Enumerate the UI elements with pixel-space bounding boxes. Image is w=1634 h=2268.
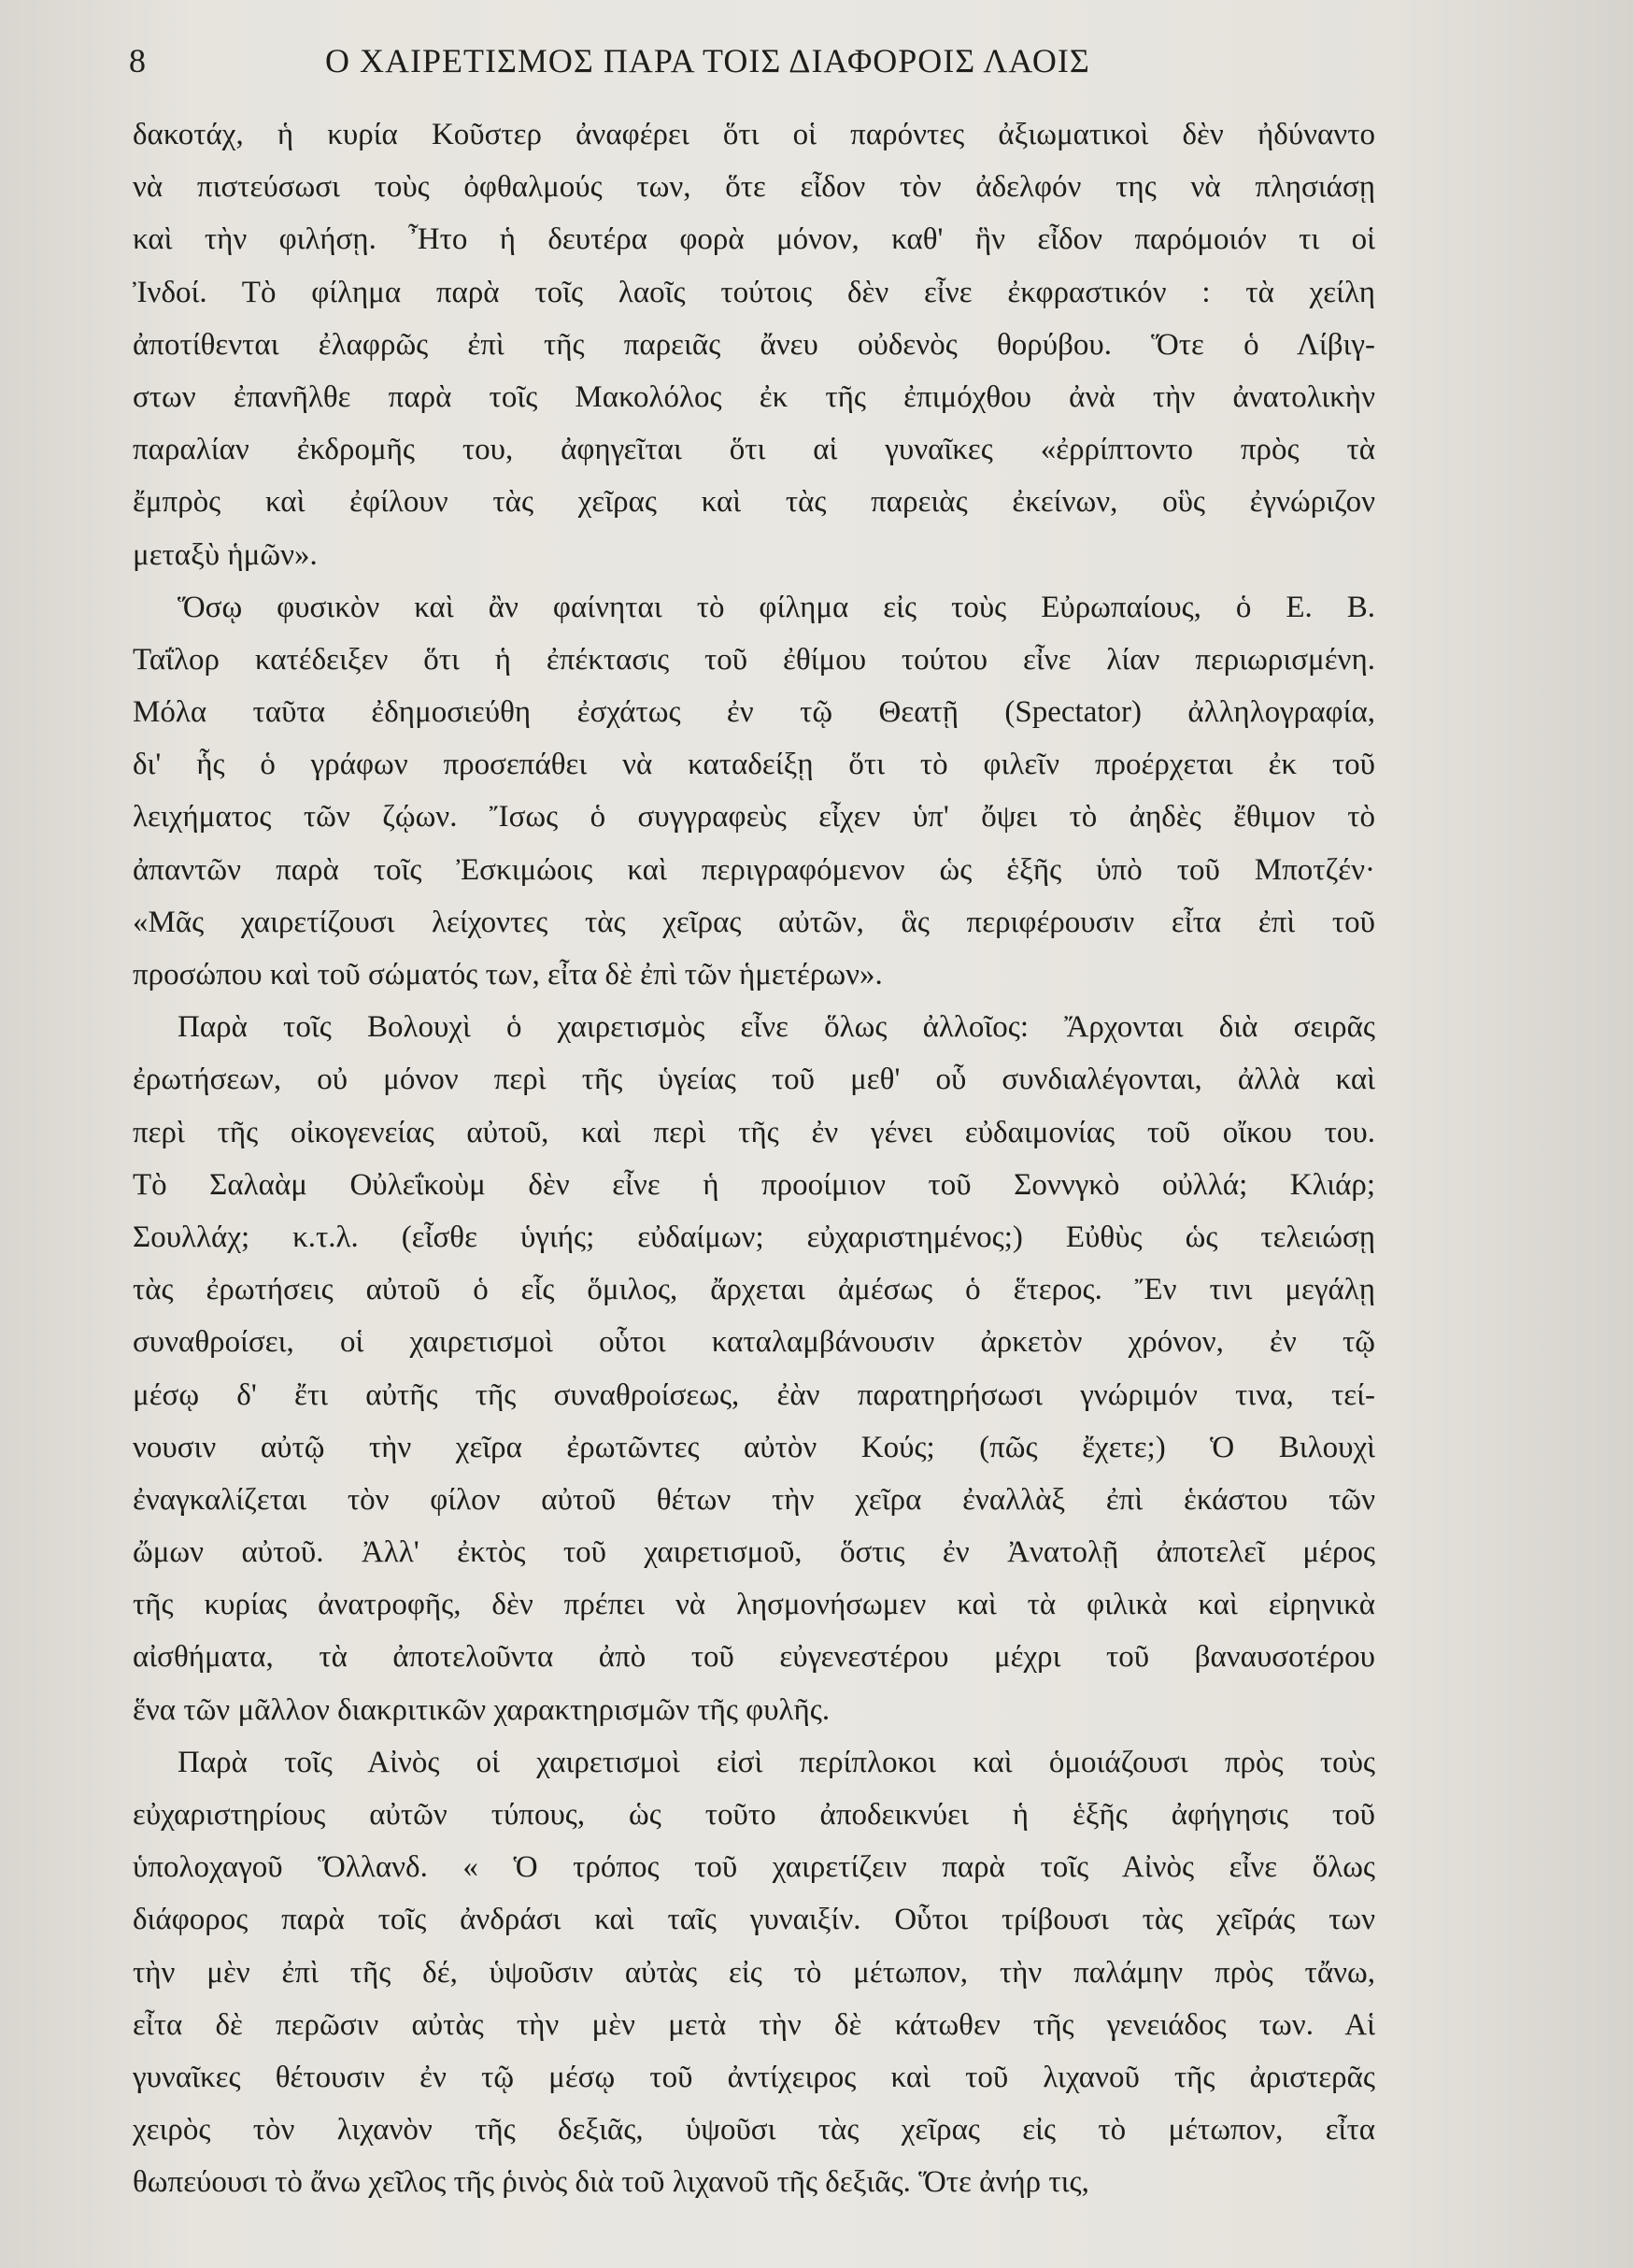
- text-line: καὶ τὴν φιλήσῃ. Ἦτο ἡ δευτέρα φορὰ μόνον, καθ' ἣν εἶδον παρόμοιόν τι οἱ: [133, 222, 1375, 257]
- text-line: περὶ τῆς οἰκογενείας αὐτοῦ, καὶ περὶ τῆς ἐν γένει εὐδαιμονίας τοῦ οἴκου του.: [133, 1115, 1375, 1149]
- text-line: μέσῳ δ' ἔτι αὐτῆς τῆς συναθροίσεως, ἐὰν παρατηρήσωσι γνώριμόν τινα, τεί-: [133, 1377, 1375, 1412]
- text-line: δι' ἧς ὁ γράφων προσεπάθει νὰ καταδείξῃ ὅτι τὸ φιλεῖν προέρχεται ἐκ τοῦ: [133, 748, 1375, 782]
- text-line: ἀπαντῶν παρὰ τοῖς Ἐσκιμώοις καὶ περιγραφόμενον ὡς ἑξῆς ὑπὸ τοῦ Μποτζέν·: [133, 852, 1375, 887]
- text-line: Μόλα ταῦτα ἐδημοσιεύθη ἐσχάτως ἐν τῷ Θεατῇ (Spectator) ἀλληλογραφία,: [133, 695, 1375, 730]
- text-line: ἀποτίθενται ἐλαφρῶς ἐπὶ τῆς παρειᾶς ἄνευ οὐδενὸς θορύβου. Ὅτε ὁ Λίβιγ-: [133, 327, 1375, 362]
- text-line: Ἰνδοί. Τὸ φίλημα παρὰ τοῖς λαοῖς τούτοις δὲν εἶνε ἐκφραστικόν : τὰ χείλη: [133, 275, 1375, 309]
- text-line: τῆς κυρίας ἀνατροφῆς, δὲν πρέπει νὰ λησμονήσωμεν καὶ τὰ φιλικὰ καὶ εἰρηνικὰ: [133, 1588, 1375, 1622]
- text-line: Ταΐλορ κατέδειξεν ὅτι ἡ ἐπέκτασις τοῦ ἐθίμου τούτου εἶνε λίαν περιωρισμένη.: [133, 642, 1375, 677]
- paragraph: [133, 581, 1375, 1002]
- text-line: εἶτα δὲ περῶσιν αὐτὰς τὴν μὲν μετὰ τὴν δὲ κάτωθεν τῆς γενειάδος των. Αἱ: [133, 2007, 1375, 2042]
- text-line: ἐρωτήσεων, οὐ μόνον περὶ τῆς ὑγείας τοῦ μεθ' οὗ συνδιαλέγονται, ἀλλὰ καὶ: [133, 1063, 1375, 1097]
- text-line: μεταξὺ ἡμῶν».: [133, 537, 318, 572]
- paragraph: [133, 1736, 1375, 2209]
- text-line: τὴν μὲν ἐπὶ τῆς δέ, ὑψοῦσιν αὐτὰς εἰς τὸ μέτωπον, τὴν παλάμην πρὸς τἄνω,: [133, 1955, 1375, 1990]
- text-line: Ὅσῳ φυσικὸν καὶ ἂν φαίνηται τὸ φίλημα εἰς τοὺς Εὐρωπαίους, ὁ Ε. Β.: [178, 590, 1375, 624]
- text-line: παραλίαν ἐκδρομῆς του, ἀφηγεῖται ὅτι αἱ γυναῖκες «ἐρρίπτοντο πρὸς τὰ: [133, 433, 1375, 467]
- text-line: νὰ πιστεύσωσι τοὺς ὀφθαλμούς των, ὅτε εἶδον τὸν ἀδελφόν της νὰ πλησιάσῃ: [133, 170, 1375, 205]
- text-line: λειχήματος τῶν ζῴων. Ἴσως ὁ συγγραφεὺς εἶχεν ὑπ' ὄψει τὸ ἀηδὲς ἔθιμον τὸ: [133, 800, 1375, 834]
- text-line: θωπεύουσι τὸ ἄνω χεῖλος τῆς ῥινὸς διὰ τοῦ λιχανοῦ τῆς δεξιᾶς. Ὅτε ἀνήρ τις,: [133, 2165, 1089, 2200]
- body-text: [133, 108, 1375, 2209]
- running-title: Ο ΧΑΙΡΕΤΙΣΜΟΣ ΠΑΡΑ ΤΟΙΣ ΔΙΑΦΟΡΟΙΣ ΛΑΟΙΣ: [325, 42, 1090, 79]
- text-line: χειρὸς τὸν λιχανὸν τῆς δεξιᾶς, ὑψοῦσι τὰς χεῖρας εἰς τὸ μέτωπον, εἶτα: [133, 2113, 1375, 2147]
- text-line: Παρὰ τοῖς Βολουχὶ ὁ χαιρετισμὸς εἶνε ὅλως ἀλλοῖος: Ἄρχονται διὰ σειρᾶς: [178, 1010, 1375, 1045]
- text-line: στων ἐπανῆλθε παρὰ τοῖς Μακολόλος ἐκ τῆς ἐπιμόχθου ἀνὰ τὴν ἀνατολικὴν: [133, 379, 1375, 414]
- text-line: αἰσθήματα, τὰ ἀποτελοῦντα ἀπὸ τοῦ εὐγενεστέρου μέχρι τοῦ βαναυσοτέρου: [133, 1640, 1375, 1675]
- text-line: Τὸ Σαλαὰμ Οὐλεΐκοὺμ δὲν εἶνε ἡ προοίμιον τοῦ Σοννγκὸ οὐλλά; Κλιάρ;: [133, 1167, 1375, 1202]
- text-line: συναθροίσει, οἱ χαιρετισμοὶ οὗτοι καταλαμβάνουσιν ἀρκετὸν χρόνον, ἐν τῷ: [133, 1325, 1375, 1360]
- text-line: ἔμπρὸς καὶ ἐφίλουν τὰς χεῖρας καὶ τὰς παρειὰς ἐκείνων, οὓς ἐγνώριζον: [133, 485, 1375, 520]
- text-line: νουσιν αὐτῷ τὴν χεῖρα ἐρωτῶντες αὐτὸν Κούς; (πῶς ἔχετε;) Ὁ Βιλουχὶ: [133, 1430, 1375, 1464]
- text-line: ὤμων αὐτοῦ. Ἀλλ' ἐκτὸς τοῦ χαιρετισμοῦ, ὅστις ἐν Ἀνατολῇ ἀποτελεῖ μέρος: [133, 1535, 1375, 1570]
- paragraph: [133, 108, 1375, 581]
- text-line: προσώπου καὶ τοῦ σώματός των, εἶτα δὲ ἐπὶ τῶν ἡμετέρων».: [133, 958, 883, 991]
- text-line: διάφορος παρὰ τοῖς ἀνδράσι καὶ ταῖς γυναιξίν. Οὗτοι τρίβουσι τὰς χεῖράς των: [133, 1903, 1375, 1937]
- text-line: ὑπολοχαγοῦ Ὅλλανδ. « Ὁ τρόπος τοῦ χαιρετίζειν παρὰ τοῖς Αἰνὸς εἶνε ὅλως: [133, 1850, 1375, 1885]
- page-header: [129, 41, 1371, 97]
- text-line: εὐχαριστηρίους αὐτῶν τύπους, ὡς τοῦτο ἀποδεικνύει ἡ ἑξῆς ἀφήγησις τοῦ: [133, 1798, 1375, 1832]
- text-line: Παρὰ τοῖς Αἰνὸς οἱ χαιρετισμοὶ εἰσὶ περίπλοκοι καὶ ὁμοιάζουσι πρὸς τοὺς: [178, 1745, 1375, 1779]
- text-line: ἐναγκαλίζεται τὸν φίλον αὐτοῦ θέτων τὴν χεῖρα ἐναλλὰξ ἐπὶ ἑκάστου τῶν: [133, 1482, 1375, 1517]
- page-number: 8: [129, 42, 147, 79]
- paragraph: [133, 1001, 1375, 1736]
- text-line: Σουλλάχ; κ.τ.λ. (εἶσθε ὑγιής; εὐδαίμων; εὐχαριστημένος;) Εὐθὺς ὡς τελειώσῃ: [133, 1220, 1375, 1254]
- text-line: γυναῖκες θέτουσιν ἐν τῷ μέσῳ τοῦ ἀντίχειρος καὶ τοῦ λιχανοῦ τῆς ἀριστερᾶς: [133, 2060, 1375, 2094]
- text-line: τὰς ἐρωτήσεις αὐτοῦ ὁ εἷς ὅμιλος, ἄρχεται ἀμέσως ὁ ἕτερος. Ἔν τινι μεγάλῃ: [133, 1273, 1375, 1307]
- text-line: ἕνα τῶν μᾶλλον διακριτικῶν χαρακτηρισμῶν τῆς φυλῆς.: [133, 1692, 831, 1727]
- text-line: δακοτάχ, ἡ κυρία Κοῦστερ ἀναφέρει ὅτι οἱ παρόντες ἀξιωματικοὶ δὲν ἠδύναντο: [133, 118, 1375, 151]
- text-line: «Μᾶς χαιρετίζουσι λείχοντες τὰς χεῖρας αὐτῶν, ἃς περιφέρουσιν εἶτα ἐπὶ τοῦ: [133, 905, 1375, 939]
